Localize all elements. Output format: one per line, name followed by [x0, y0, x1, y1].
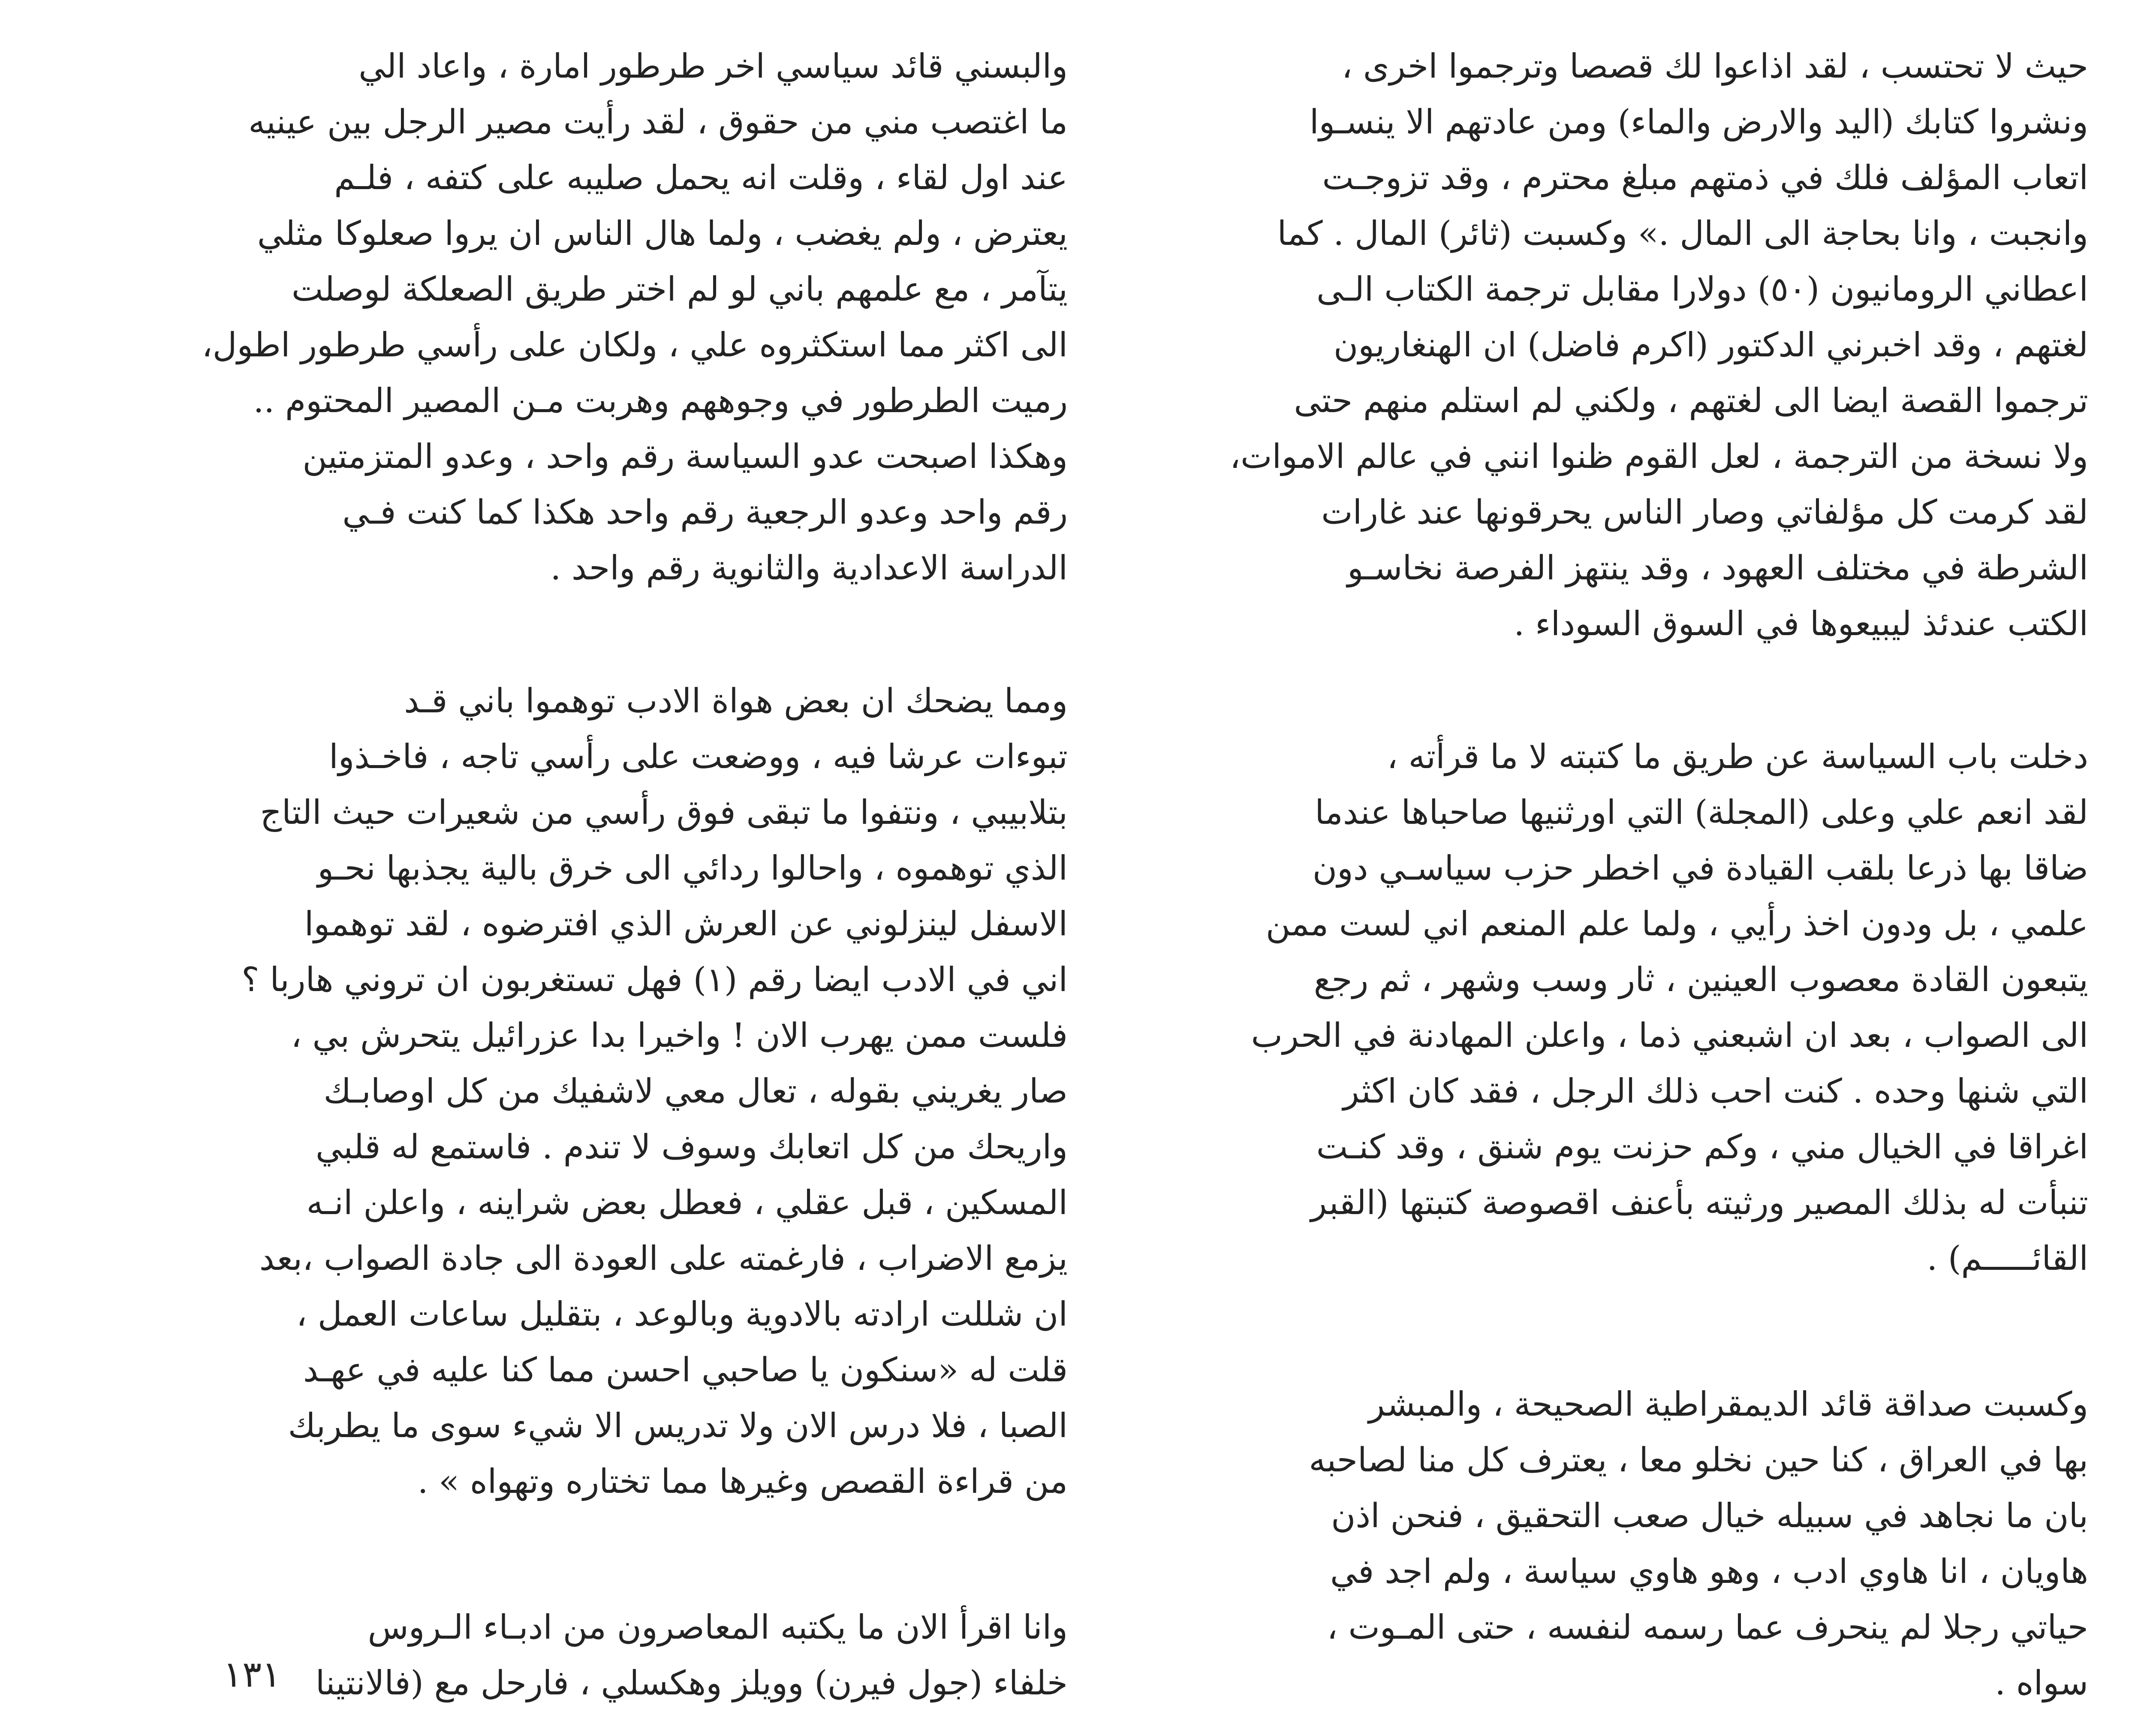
paragraph: والبسني قائد سياسي اخر طرطور امارة ، واعاد الي ما اغتصب مني من حقوق ، لقد رأيت مصير الرجل بين عينيه عند اول لقاء ، وقلت انه يحمل صليبه على كتفه ، فلـم يعترض ، ولم يغضب ، ولما هال الناس ان يروا صعلوكا مثلي يتآمر ، مع علمهم باني لو لم اختر طريق الصعلكة لوصلت الى اكثر مما استكثروه علي ، ولكان على رأسي طرطور اطول، رميت الطرطور في وجوههم وهربت مـن المصير المحتوم .. وهكذا اصبحت عدو السياسة رقم واحد ، وعدو المتزمتين رقم واحد وعدو الرجعية رقم واحد هكذا كما كنت فـي الدراسة الاعدادية والثانوية رقم واحد .	[202, 47, 1068, 588]
paragraph: ومما يضحك ان بعض هواة الادب توهموا باني قـد تبوءات عرشا فيه ، ووضعت على رأسي تاجه ، فاخـذوا بتلابيبي ، ونتفوا ما تبقى فوق رأسي من شعيرات حيث التاج الذي توهموه ، واحالوا ردائي الى خرق بالية يجذبها نحـو الاسفل لينزلوني عن العرش الذي افترضوه ، لقد توهموا اني في الادب ايضا رقم (١) فهل تستغربون ان تروني هاربا ؟ فلست ممن يهرب الان ! واخيرا بدا عزرائيل يتحرش بي ، صار يغريني بقوله ، تعال معي لاشفيك من كل اوصابـك واريحك من كل اتعابك وسوف لا تندم . فاستمع له قلبي المسكين ، قبل عقلي ، فعطل بعض شراينه ، واعلن انـه يزمع الاضراب ، فارغمته على العودة الى جادة الصواب ،بعد ان شللت ارادته بالادوية وبالوعد ، بتقليل ساعات العمل ، قلت له «سنكون يا صاحبي احسن مما كنا عليه في عهـد الصبا ، فلا درس الان ولا تدريس الا شيء سوى ما يطربك من قراءة القصص وغيرها مما تختاره وتهواه » .	[241, 682, 1068, 1501]
page-number: ١٣١	[223, 1653, 281, 1695]
paragraph: حيث لا تحتسب ، لقد اذاعوا لك قصصا وترجموا اخرى ، ونشروا كتابك (اليد والارض والماء) ومن عادتهم الا ينسـوا اتعاب المؤلف فلك في ذمتهم مبلغ محترم ، وقد تزوجـت وانجبت ، وانا بحاجة الى المال .» وكسبت (ثائر) المال . كما اعطاني الرومانيون (٥٠) دولارا مقابل ترجمة الكتاب الـى لغتهم ، وقد اخبرني الدكتور (اكرم فاضل) ان الهنغاريون ترجموا القصة ايضا الى لغتهم ، ولكني لم استلم منهم حتى ولا نسخة من الترجمة ، لعل القوم ظنوا انني في عالم الاموات، لقد كرمت كل مؤلفاتي وصار الناس يحرقونها عند غارات الشرطة في مختلف العهود ، وقد ينتهز الفرصة نخاسـو الكتب عندئذ ليبيعوها في السوق السوداء .	[1229, 47, 2088, 643]
paragraph: وكسبت صداقة قائد الديمقراطية الصحيحة ، والمبشر بها في العراق ، كنا حين نخلو معا ، يعترف كل منا لصاحبه بان ما نجاهد في سبيله خيال صعب التحقيق ، فنحن اذن هاويان ، انا هاوي ادب ، وهو هاوي سياسة ، ولم اجد في حياتي رجلا لم ينحرف عما رسمه لنفسه ، حتى المـوت ، سواه .	[1309, 1385, 2088, 1703]
paragraph: دخلت باب السياسة عن طريق ما كتبته لا ما قرأته ، لقد انعم علي وعلى (المجلة) التي اورثنيها صاحباها عندما ضاقا بها ذرعا بلقب القيادة في اخطر حزب سياسـي دون علمي ، بل ودون اخذ رأيي ، ولما علم المنعم اني لست ممن يتبعون القادة معصوب العينين ، ثار وسب وشهر ، ثم رجع الى الصواب ، بعد ان اشبعني ذما ، واعلن المهادنة في الحرب التي شنها وحده . كنت احب ذلك الرجل ، فقد كان اكثر اغراقا في الخيال مني ، وكم حزنت يوم شنق ، وقد كنـت تنبأت له بذلك المصير ورثيته بأعنف اقصوصة كتبتها (القبر القائـــــم) .	[1251, 738, 2088, 1278]
left-column	[99, 39, 1068, 1711]
paragraph: وانا اقرأ الان ما يكتبه المعاصرون من ادبـاء الـروس خلفاء (جول فيرن) وويلز وهكسلي ، فارحل مع (فالانتينا	[315, 1608, 1068, 1703]
right-column	[1123, 39, 2088, 1711]
